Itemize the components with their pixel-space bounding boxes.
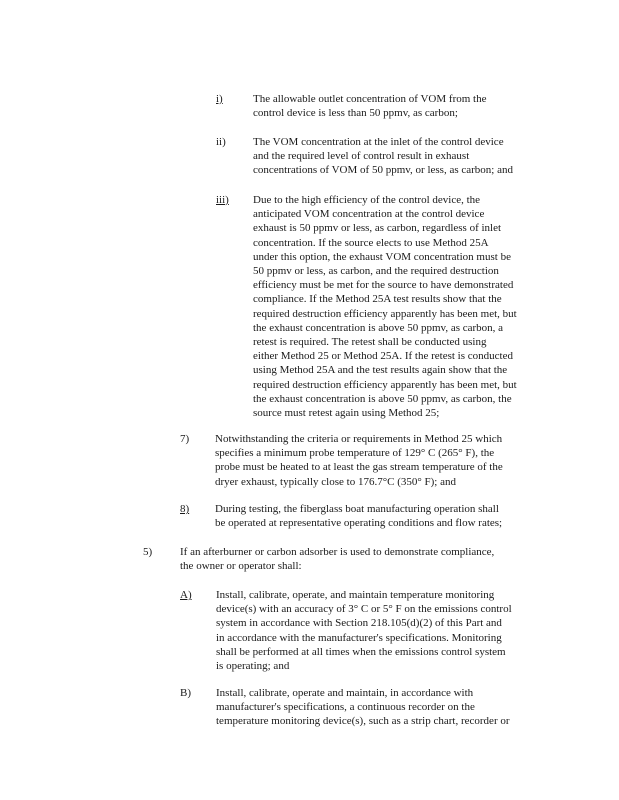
text-line: The allowable outlet concentration of VOM from the	[253, 93, 487, 105]
text-line: probe must be heated to at least the gas stream temperature of the	[215, 461, 503, 474]
section-7-text	[215, 432, 503, 489]
text-line: concentrations of VOM of 50 ppmv, or less, as carbon; and	[253, 164, 513, 177]
text-line: Install, calibrate, operate and maintain, in accordance with	[216, 687, 474, 699]
text-line: control device is less than 50 ppmv, as carbon;	[253, 107, 458, 120]
subsection-b-label: B)	[180, 687, 191, 699]
text-line: the owner or operator shall:	[180, 560, 302, 573]
section-8-label: 8)	[180, 503, 190, 515]
text-line: required destruction efficiency apparently has been met, but	[253, 378, 517, 391]
text-line: During testing, the fiberglass boat manufacturing operation shall	[215, 503, 499, 515]
text-line: and the required level of control result in exhaust	[253, 150, 470, 163]
text-line: temperature monitoring device(s), such as a strip chart, recorder or	[216, 715, 510, 728]
text-line: source must retest again using Method 25;	[253, 407, 440, 420]
text-line: device(s) with an accuracy of 3° C or 5° F on the emissions control	[216, 603, 512, 616]
clause-i-text	[253, 92, 486, 120]
text-line: is operating; and	[216, 660, 290, 673]
text-line: shall be performed at all times when the emissions control system	[216, 645, 506, 658]
text-line: Due to the high efficiency of the control device, the	[253, 194, 481, 206]
text-line: the exhaust concentration is above 50 ppmv, as carbon, the	[253, 392, 512, 405]
text-line: retest is required. The retest shall be conducted using	[253, 336, 487, 349]
text-line: exhaust is 50 ppmv or less, as carbon, regardless of inlet	[253, 222, 502, 235]
subsection-a-label: A)	[180, 589, 192, 601]
subsection-a-text	[216, 588, 512, 673]
text-line: be operated at representative operating conditions and flow rates;	[215, 517, 503, 530]
text-line: The VOM concentration at the inlet of the control device	[253, 136, 504, 148]
text-line: concentration. If the source elects to use Method 25A	[253, 236, 489, 249]
clause-iii-label: iii)	[216, 194, 229, 206]
text-line: using Method 25A and the test results again show that the	[253, 364, 508, 377]
text-line: either Method 25 or Method 25A. If the retest is conducted	[253, 350, 513, 363]
section-5-label: 5)	[143, 546, 153, 558]
text-line: anticipated VOM concentration at the control device	[253, 208, 485, 221]
section-5-text	[180, 545, 494, 573]
clause-i-label: i)	[216, 93, 223, 105]
text-line: Notwithstanding the criteria or requirements in Method 25 which	[215, 433, 503, 445]
subsection-b-text	[216, 686, 510, 729]
clause-ii-text	[253, 135, 513, 178]
text-line: dryer exhaust, typically close to 176.7°C (350° F); and	[215, 475, 456, 488]
text-line: required destruction efficiency apparently has been met, but	[253, 307, 517, 320]
text-line: in accordance with the manufacturer's specifications. Monitoring	[216, 631, 502, 644]
text-line: efficiency must be met for the source to have demonstrated	[253, 279, 514, 292]
text-line: 50 ppmv or less, as carbon, and the required destruction	[253, 265, 499, 278]
text-line: system in accordance with Section 218.105(d)(2) of this Part and	[216, 617, 502, 630]
section-8-text	[215, 502, 502, 530]
clause-ii-label: ii)	[216, 136, 226, 148]
text-line: the exhaust concentration is above 50 ppmv, as carbon, a	[253, 321, 504, 334]
text-line: If an afterburner or carbon adsorber is used to demonstrate compliance,	[180, 546, 495, 558]
section-7-label: 7)	[180, 433, 190, 445]
text-line: Install, calibrate, operate, and maintain temperature monitoring	[216, 589, 495, 601]
clause-iii-text	[253, 193, 517, 420]
text-line: under this option, the exhaust VOM concentration must be	[253, 250, 511, 263]
text-line: specifies a minimum probe temperature of 129° C (265° F), the	[215, 447, 495, 460]
text-line: manufacturer's specifications, a continuous recorder on the	[216, 701, 475, 714]
text-line: compliance. If the Method 25A test results show that the	[253, 293, 502, 306]
